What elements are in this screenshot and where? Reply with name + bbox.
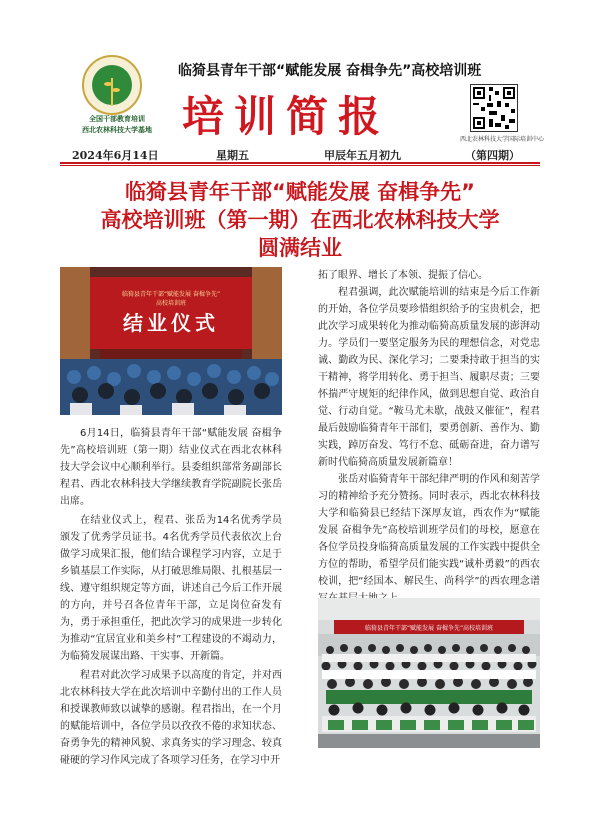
training-base-logo: [82, 55, 142, 115]
article-right-column: [318, 267, 540, 607]
ceremony-banner-line1: 临猗县青年干部“赋能发展 奋楫争先”: [121, 291, 221, 298]
article-paragraph-4: 程君强调，此次赋能培训的结束是今后工作新的开始，各位学员要珍惜组织给予的宝贵机会，把此次学习成果转化为推动临猗高质量发展的澎湃动力。学员们一要坚定服务为民的理想信念，对党忠诚、勤政为民、深化学习；二要秉持敢于担当的实干精神，将学用转化、勇于担当、履职尽责；三要怀揣严守规矩的纪律作风，做到思想自觉、政治自觉、行动自觉。“鞍马尤未歇，战鼓又催征”，程君最后鼓励临猗青年干部们，要勇创新、善作为、勤实践，踔厉奋发、笃行不怠、砥砺奋进，奋力谱写新时代临猗高质量发展新篇章！: [318, 287, 540, 468]
article-paragraph-1: 6月14日，临猗县青年干部“赋能发展 奋楫争先”高校培训班（第一期）结业仪式在西北农林科技大学会议中心顺利举行。县委组织部常务副部长程君、西北农林科技大学继续教育学院副院长张岳出席。: [60, 428, 282, 507]
lunar-date: 甲辰年五月初九: [324, 149, 401, 162]
headline-line1: 临猗县青年干部“赋能发展 奋楫争先”: [125, 180, 475, 204]
qr-caption: 西北农林科技大学国际培训中心: [460, 136, 545, 143]
wheat-emblem-icon: [92, 65, 132, 105]
program-title: 临猗县青年干部“赋能发展 奋楫争先”高校培训班: [178, 63, 482, 79]
ceremony-banner-main: 结业仪式: [123, 311, 219, 335]
ceremony-banner-line2: 高校培训班: [155, 300, 186, 307]
article-paragraph-3-cont: 拓了眼界、增长了本领、提振了信心。: [318, 270, 488, 281]
issue-date: 2024年6月14日: [72, 149, 159, 162]
issue-number: （第四期）: [465, 149, 520, 162]
article-paragraph-5: 张岳对临猗青年干部纪律严明的作风和刻苦学习的精神给予充分赞扬。同时表示，西北农林科技大学和临猗县已经结下深厚友谊，西农作为“赋能发展 奋楫争先”高校培训班学员们的母校，愿意在各位学员投身临猗高质量发展的工作实践中提供全方位的帮助，希望学员们能实践“诚朴勇毅”的西农校训，把“经国本、解民生、尚科学”的西农理念谱: [318, 474, 540, 587]
headline-line2: 高校培训班（第一期）在西北农林科技大学: [100, 208, 500, 232]
header-rule: [60, 162, 540, 164]
article-paragraph-3: 程君对此次学习成果予以高度的肯定，并对西北农林科技大学在此次培训中辛勤付出的工作人员和授课教师致以诚挚的感谢。程君指出，在一个月的赋能培训中，各位学员以孜孜不倦的求知状态、奋勇争先的精神风貌、求真务实的学习理念、较真碰硬的学习作风完成了各项学习任务，在学习中开: [60, 670, 282, 766]
weekday: 星期五: [216, 149, 249, 162]
logo-caption-line2: 西北农林科技大学基地: [82, 126, 152, 134]
closing-ceremony-photo: [60, 267, 282, 415]
paper-title: 培训简报: [182, 92, 391, 141]
article-paragraph-2: 在结业仪式上，程君、张岳为14名优秀学员颁发了优秀学员证书。4名优秀学员代表依次上台做学习成果汇报，他们结合课程学习内容，立足于乡镇基层工作实际，从打破思维局限、扎根基层一线、遵守组织规定等方面，讲述自己今后工作开展的方向，并号召各位青年干部，立足岗位奋发有为，勇于承担重任，把此次学习的成果进一步转化为推动“宜居宜业和美乡村”工程建设的不竭动力，为临猗发展谋出路、干实事、开新篇。: [60, 515, 282, 662]
group-photo: [318, 598, 540, 748]
article-left-column: [60, 425, 282, 769]
qr-code-icon: [470, 84, 518, 132]
logo-caption-line1: 全国干部教育培训: [89, 115, 145, 123]
headline-line3: 圆满结业: [258, 236, 342, 260]
header-rule-thin: [60, 165, 540, 166]
group-photo-banner: 临猗县青年干部“赋能发展 奋楫争先”高校培训班: [364, 625, 494, 632]
